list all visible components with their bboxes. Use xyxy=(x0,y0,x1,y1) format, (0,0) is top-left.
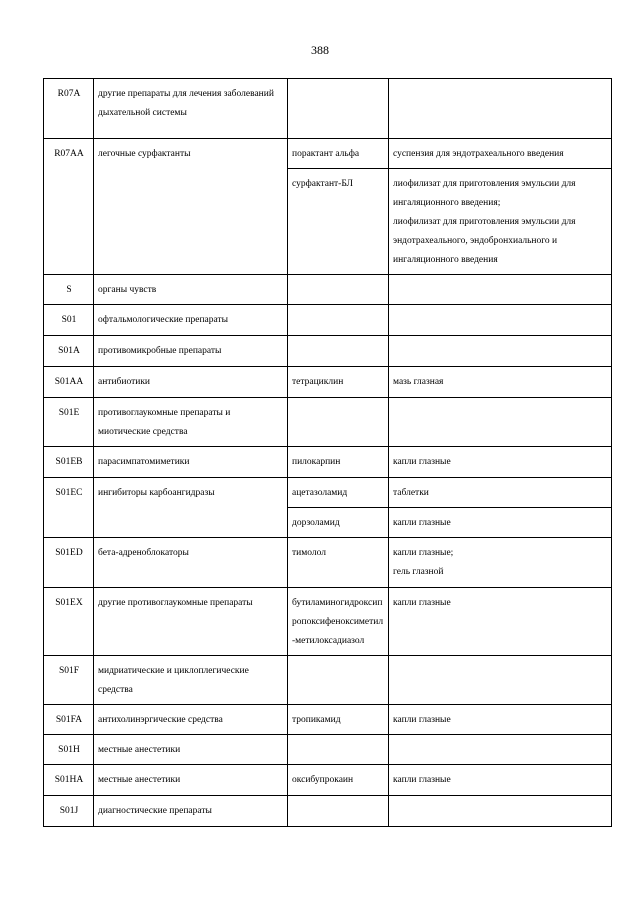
anatomical-group-cell: противоглаукомные препараты и миотические средства xyxy=(94,398,288,447)
anatomical-group-cell: бета-адреноблокаторы xyxy=(94,538,288,588)
dosage-form-cell xyxy=(389,656,612,705)
medication-table xyxy=(43,78,612,827)
dosage-form-cell xyxy=(389,79,612,139)
atc-code-cell: S01A xyxy=(44,336,94,367)
dosage-form-cell xyxy=(389,478,612,508)
table-row xyxy=(44,336,612,367)
dosage-form-cell xyxy=(389,398,612,447)
table-row xyxy=(44,796,612,827)
drug-name-cell xyxy=(288,656,389,705)
table-row xyxy=(44,765,612,796)
anatomical-group-cell: другие противоглаукомные препараты xyxy=(94,588,288,656)
dosage-form-cell xyxy=(389,367,612,398)
dosage-form-line: таблетки xyxy=(393,488,429,498)
dosage-form-cell xyxy=(389,765,612,796)
table-row xyxy=(44,478,612,508)
drug-name-cell xyxy=(288,336,389,367)
atc-code-cell: S01FA xyxy=(44,705,94,735)
anatomical-group-cell: мидриатические и циклоплегические средства xyxy=(94,656,288,705)
dosage-form-cell xyxy=(389,305,612,336)
dosage-form-line: лиофилизат для приготовления эмульсии для ингаляционного введения; xyxy=(393,179,576,208)
table-row xyxy=(44,447,612,478)
drug-name-cell: сурфактант-БЛ xyxy=(288,169,389,275)
table-row xyxy=(44,367,612,398)
table-row xyxy=(44,305,612,336)
anatomical-group-cell: офтальмологические препараты xyxy=(94,305,288,336)
table-row xyxy=(44,139,612,169)
dosage-form-cell xyxy=(389,169,612,275)
drug-name-cell: бутиламиногидроксипропоксифеноксиметил-метилоксадиазол xyxy=(288,588,389,656)
dosage-form-cell xyxy=(389,508,612,538)
dosage-form-line: лиофилизат для приготовления эмульсии для эндотрахеального, эндобронхиального и ингаляционного введения xyxy=(393,217,576,265)
anatomical-group-cell: ингибиторы карбоангидразы xyxy=(94,478,288,538)
atc-code-cell: S01AA xyxy=(44,367,94,398)
table-row xyxy=(44,275,612,305)
atc-code-cell: S01HA xyxy=(44,765,94,796)
table-row xyxy=(44,735,612,765)
dosage-form-line: капли глазные xyxy=(393,715,451,725)
anatomical-group-cell: парасимпатомиметики xyxy=(94,447,288,478)
dosage-form-cell xyxy=(389,275,612,305)
table-row xyxy=(44,705,612,735)
atc-code-cell: R07AA xyxy=(44,139,94,275)
drug-name-cell xyxy=(288,735,389,765)
atc-code-cell: S01E xyxy=(44,398,94,447)
drug-name-cell: тропикамид xyxy=(288,705,389,735)
anatomical-group-cell: антибиотики xyxy=(94,367,288,398)
atc-code-cell: S01H xyxy=(44,735,94,765)
drug-name-cell: тимолол xyxy=(288,538,389,588)
anatomical-group-cell: диагностические препараты xyxy=(94,796,288,827)
atc-code-cell: S01J xyxy=(44,796,94,827)
drug-name-cell: оксибупрокаин xyxy=(288,765,389,796)
atc-code-cell: S01EB xyxy=(44,447,94,478)
anatomical-group-cell: легочные сурфактанты xyxy=(94,139,288,275)
drug-name-cell: дорзоламид xyxy=(288,508,389,538)
atc-code-cell: S01F xyxy=(44,656,94,705)
dosage-form-cell xyxy=(389,588,612,656)
drug-name-cell xyxy=(288,305,389,336)
table-row xyxy=(44,538,612,588)
atc-code-cell: S01EX xyxy=(44,588,94,656)
atc-code-cell: R07A xyxy=(44,79,94,139)
dosage-form-line: суспензия для эндотрахеального введения xyxy=(393,149,564,159)
dosage-form-cell xyxy=(389,735,612,765)
anatomical-group-cell: противомикробные препараты xyxy=(94,336,288,367)
anatomical-group-cell: антихолинэргические средства xyxy=(94,705,288,735)
anatomical-group-cell: органы чувств xyxy=(94,275,288,305)
dosage-form-line: гель глазной xyxy=(393,567,444,577)
anatomical-group-cell: местные анестетики xyxy=(94,735,288,765)
drug-name-cell: тетрациклин xyxy=(288,367,389,398)
table-row xyxy=(44,398,612,447)
atc-code-cell: S01 xyxy=(44,305,94,336)
table-row xyxy=(44,656,612,705)
drug-name-cell xyxy=(288,796,389,827)
anatomical-group-cell: местные анестетики xyxy=(94,765,288,796)
drug-name-cell: ацетазоламид xyxy=(288,478,389,508)
dosage-form-cell xyxy=(389,139,612,169)
drug-name-cell: пилокарпин xyxy=(288,447,389,478)
atc-code-cell: S01EC xyxy=(44,478,94,538)
dosage-form-cell xyxy=(389,538,612,588)
dosage-form-line: капли глазные xyxy=(393,518,451,528)
dosage-form-cell xyxy=(389,796,612,827)
drug-name-cell xyxy=(288,398,389,447)
dosage-form-line: капли глазные xyxy=(393,775,451,785)
dosage-form-line: капли глазные xyxy=(393,598,451,608)
table-row xyxy=(44,79,612,139)
atc-code-cell: S xyxy=(44,275,94,305)
page-number: 388 xyxy=(311,43,329,57)
dosage-form-cell xyxy=(389,336,612,367)
drug-name-cell xyxy=(288,275,389,305)
dosage-form-line: капли глазные xyxy=(393,457,451,467)
medication-table-body xyxy=(44,79,612,827)
dosage-form-cell xyxy=(389,705,612,735)
table-row xyxy=(44,588,612,656)
dosage-form-line: капли глазные; xyxy=(393,548,454,558)
drug-name-cell: порактант альфа xyxy=(288,139,389,169)
dosage-form-line: мазь глазная xyxy=(393,377,444,387)
atc-code-cell: S01ED xyxy=(44,538,94,588)
drug-name-cell xyxy=(288,79,389,139)
dosage-form-cell xyxy=(389,447,612,478)
anatomical-group-cell: другие препараты для лечения заболеваний дыхательной системы xyxy=(94,79,288,139)
